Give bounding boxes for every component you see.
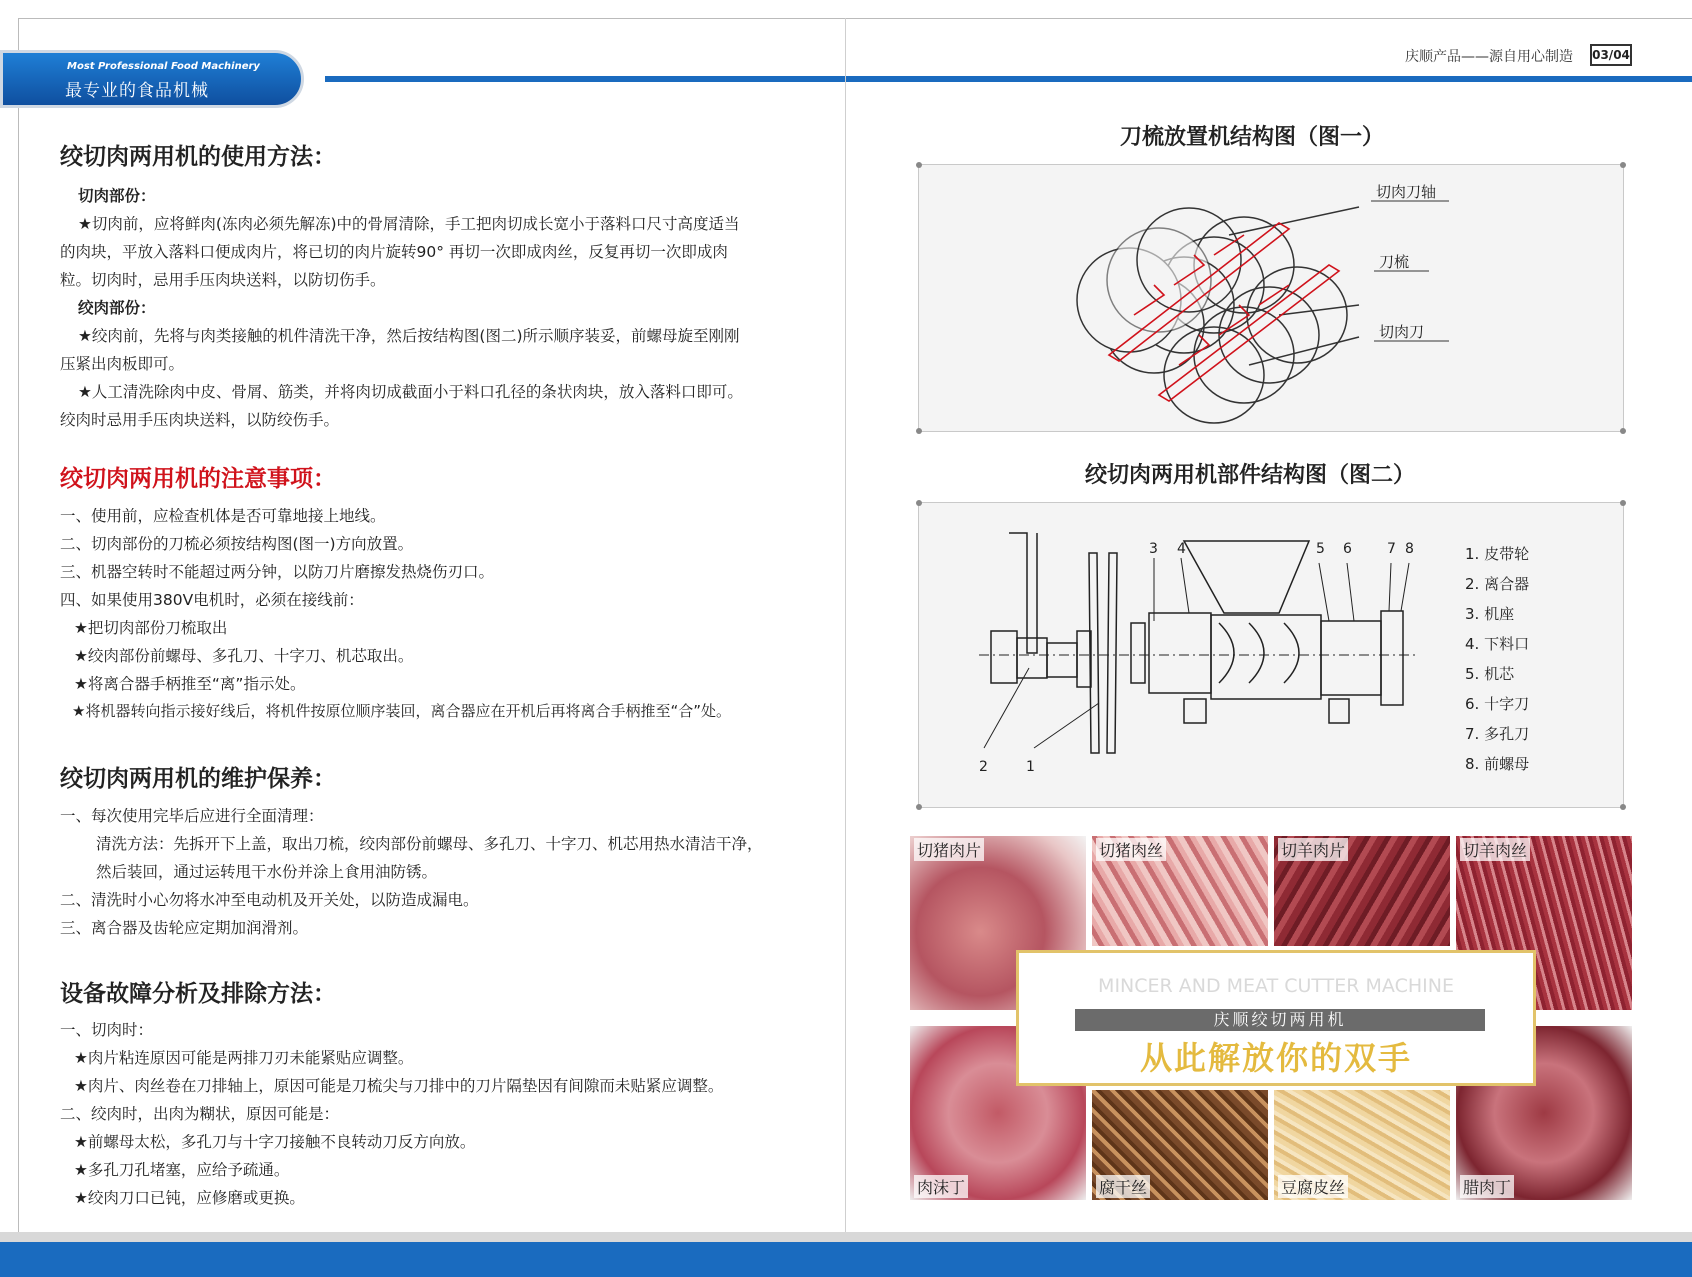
promo-english: MINCER AND MEAT CUTTER MACHINE [1098, 975, 1454, 997]
photo-label-pork-slices: 切猪肉片 [914, 838, 984, 861]
fig1-label-blade: 切肉刀 [1379, 323, 1425, 341]
page-number: 03/04 [1590, 44, 1632, 66]
cut-line-1: ★切肉前，应将鲜肉(冻肉必须先解冻)中的骨屑清除，手工把肉切成长宽小于落料口尺寸高度适当 [78, 215, 740, 233]
fig2-num-8: 8 [1405, 541, 1414, 557]
mince-line-3: ★人工清洗除肉中皮、骨屑、筋类，并将肉切成截面小于料口孔径的条状肉块，放入落料口即可。 [78, 383, 743, 401]
cut-part-heading: 切肉部份： [78, 187, 156, 205]
legend-6: 6. 十字刀 [1465, 695, 1530, 713]
legend-2: 2. 离合器 [1465, 575, 1530, 593]
fig1-label-comb: 刀梳 [1379, 253, 1410, 271]
fault-line-4: 二、绞肉时，出肉为糊状，原因可能是： [60, 1105, 340, 1123]
header-rule-right [846, 76, 1692, 82]
photo-mutton-slices [1274, 836, 1450, 946]
figure1-title: 刀梳放置机结构图（图一） [1120, 125, 1385, 150]
mince-line-1: ★绞肉前，先将与肉类接触的机件清洗干净，然后按结构图(图二)所示顺序装妥，前螺母旋至刚刚 [78, 327, 740, 345]
maint-line-4: 二、清洗时小心勿将水冲至电动机及开关处，以防造成漏电。 [60, 891, 479, 909]
fig2-num-2: 2 [979, 759, 988, 775]
faults-title: 设备故障分析及排除方法： [60, 981, 336, 1007]
fig2-num-7: 7 [1387, 541, 1396, 557]
photo-label-minced-meat: 肉沫丁 [914, 1175, 968, 1198]
badge-english: Most Professional Food Machinery [67, 61, 260, 72]
fig2-num-3: 3 [1149, 541, 1158, 557]
cut-line-3: 粒。切肉时，忌用手压肉块送料，以防切伤手。 [60, 271, 386, 289]
photo-label-mutton-slices: 切羊肉片 [1278, 838, 1348, 861]
usage-title: 绞切肉两用机的使用方法： [60, 144, 336, 170]
maint-line-1: 一、每次使用完毕后应进行全面清理： [60, 807, 324, 825]
note-line-8: ★将机器转向指示接好线后，将机件按原位顺序装回，离合器应在开机后再将离合手柄推至“合”处。 [72, 702, 731, 720]
legend-3: 3. 机座 [1465, 605, 1515, 623]
promo-product-name: 庆顺绞切两用机 [1075, 1009, 1485, 1031]
mince-line-2: 压紧出肉板即可。 [60, 355, 185, 373]
photo-label-mutton-shreds: 切羊肉丝 [1460, 838, 1530, 861]
photo-label-bacon-dice: 腊肉丁 [1460, 1175, 1514, 1198]
fault-line-7: ★绞肉刀口已钝，应修磨或更换。 [74, 1189, 305, 1207]
legend-1: 1. 皮带轮 [1465, 545, 1530, 563]
fault-line-1: 一、切肉时： [60, 1021, 154, 1039]
legend-5: 5. 机芯 [1465, 665, 1515, 683]
promo-banner [1016, 950, 1536, 1086]
fig2-num-6: 6 [1343, 541, 1352, 557]
note-line-2: 二、切肉部份的刀梳必须按结构图(图一)方向放置。 [60, 535, 414, 553]
maint-line-2: 清洗方法：先拆开下上盖，取出刀梳，绞肉部份前螺母、多孔刀、十字刀、机芯用热水清洁干净， [96, 835, 763, 853]
fault-line-2: ★肉片粘连原因可能是两排刀刃未能紧贴应调整。 [74, 1049, 414, 1067]
photo-pork-shreds [1092, 836, 1268, 946]
figure1-box [918, 164, 1624, 432]
fig2-num-1: 1 [1026, 759, 1035, 775]
photo-tofu-skin-shreds [1274, 1090, 1450, 1200]
fault-line-5: ★前螺母太松，多孔刀与十字刀接触不良转动刀反方向放。 [74, 1133, 476, 1151]
header-slogan: 庆顺产品——源自用心制造 [1405, 49, 1573, 65]
fig2-num-4: 4 [1177, 541, 1186, 557]
figure2-box [918, 502, 1624, 808]
maint-line-3: 然后装回，通过运转甩干水份并涂上食用油防锈。 [96, 863, 438, 881]
legend-7: 7. 多孔刀 [1465, 725, 1530, 743]
footer-gray-band [0, 1232, 1692, 1242]
legend-8: 8. 前螺母 [1465, 755, 1530, 773]
note-line-4: 四、如果使用380V电机时，必须在接线前： [60, 591, 364, 609]
brand-badge [0, 50, 304, 108]
cut-line-2: 的肉块，平放入落料口便成肉片，将已切的肉片旋转90° 再切一次即成肉丝，反复再切一次即成肉 [60, 243, 728, 261]
photo-tofu-shreds [1092, 1090, 1268, 1200]
note-line-1: 一、使用前，应检查机体是否可靠地接上地线。 [60, 507, 386, 525]
page-fold [845, 18, 846, 1258]
note-line-6: ★绞肉部份前螺母、多孔刀、十字刀、机芯取出。 [74, 647, 414, 665]
promo-slogan: 从此解放你的双手 [1139, 1039, 1412, 1077]
mince-part-heading: 绞肉部份： [78, 299, 156, 317]
mince-line-4: 绞肉时忌用手压肉块送料，以防绞伤手。 [60, 411, 340, 429]
note-line-5: ★把切肉部份刀梳取出 [74, 619, 228, 637]
note-line-3: 三、机器空转时不能超过两分钟，以防刀片磨擦发热烧伤刃口。 [60, 563, 495, 581]
fig2-num-5: 5 [1316, 541, 1325, 557]
footer-blue-band [0, 1242, 1692, 1277]
maintenance-title: 绞切肉两用机的维护保养： [60, 766, 336, 792]
figure2-title: 绞切肉两用机部件结构图（图二） [1085, 463, 1416, 488]
note-line-7: ★将离合器手柄推至“离”指示处。 [74, 675, 306, 693]
notes-title: 绞切肉两用机的注意事项： [60, 466, 336, 492]
header-rule-left [325, 76, 845, 82]
photo-label-tofu-shreds: 腐干丝 [1096, 1175, 1150, 1198]
fault-line-6: ★多孔刀孔堵塞，应给予疏通。 [74, 1161, 290, 1179]
fault-line-3: ★肉片、肉丝卷在刀排轴上，原因可能是刀梳尖与刀排中的刀片隔垫因有间隙而未贴紧应调整。 [74, 1077, 724, 1095]
maint-line-5: 三、离合器及齿轮应定期加润滑剂。 [60, 919, 309, 937]
figure1-diagram [919, 165, 1623, 431]
photo-label-pork-shreds: 切猪肉丝 [1096, 838, 1166, 861]
photo-label-tofu-skin-shreds: 豆腐皮丝 [1278, 1175, 1348, 1198]
badge-chinese: 最专业的食品机械 [65, 81, 209, 101]
legend-4: 4. 下料口 [1465, 635, 1530, 653]
fig1-label-shaft: 切肉刀轴 [1376, 183, 1437, 201]
